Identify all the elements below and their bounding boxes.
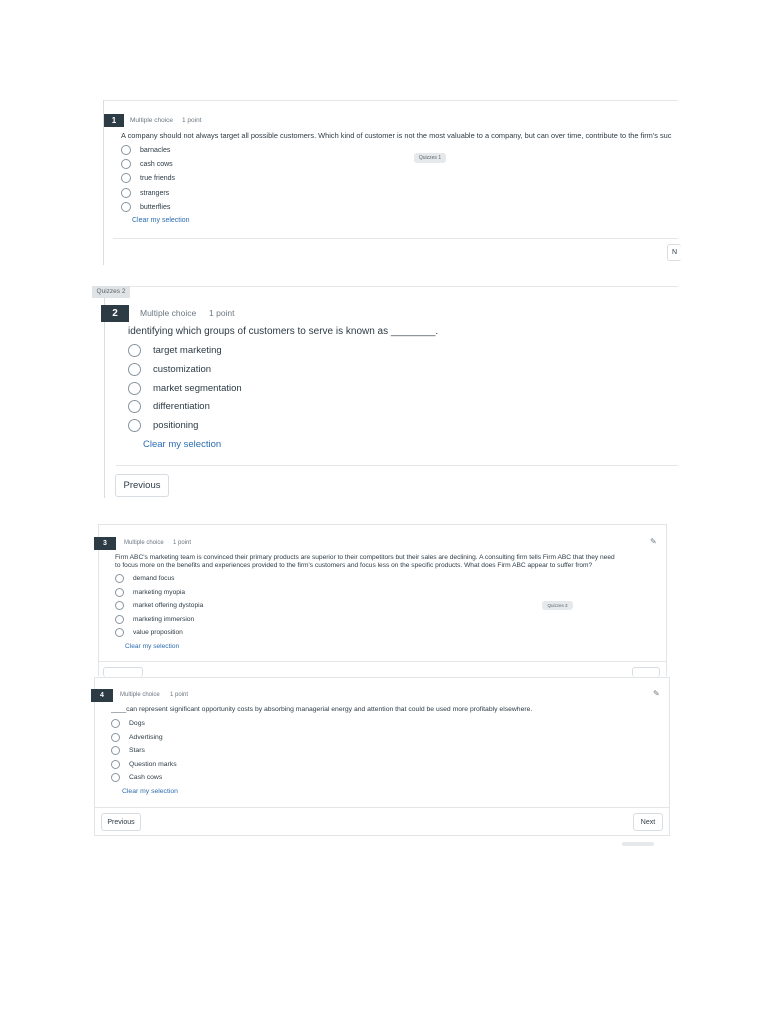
- q2-option-label: target marketing: [153, 345, 222, 356]
- q2-option-positioning[interactable]: [128, 419, 198, 432]
- q3-question-text-line2: to focus more on the benefits and experiences provided to the firm's customers and focus less on the specific products. What does Firm ABC appear to suffer from?: [115, 562, 593, 569]
- q3-radio-icon[interactable]: [115, 574, 124, 583]
- q3-option-marketing-immersion[interactable]: [115, 615, 194, 624]
- q3-option-label: market offering dystopia: [133, 602, 204, 609]
- q3-points: 1 point: [173, 540, 192, 546]
- q4-option-stars[interactable]: [111, 746, 145, 755]
- question-4-panel: [94, 677, 670, 836]
- q4-next-button[interactable]: Next: [633, 813, 663, 831]
- q3-option-label: demand focus: [133, 575, 175, 582]
- q1-option-barnacles[interactable]: [121, 145, 170, 155]
- q4-bottom-tag-partial: [622, 842, 654, 846]
- q3-option-demand-focus[interactable]: [115, 574, 174, 583]
- q2-number-badge: 2: [101, 305, 129, 322]
- q3-option-label: marketing myopia: [133, 589, 186, 596]
- q2-clear-selection-link[interactable]: Clear my selection: [143, 439, 222, 450]
- q3-clear-selection-link[interactable]: Clear my selection: [125, 643, 180, 650]
- q1-question-text: A company should not always target all possible customers. Which kind of customer is not the most valuable to a company, but can over time, contribute to the firm's suc: [121, 131, 672, 140]
- q1-option-cash-cows[interactable]: [121, 159, 173, 169]
- q3-option-label: value proposition: [133, 629, 183, 636]
- q3-radio-icon[interactable]: [115, 628, 124, 637]
- q1-option-butterflies[interactable]: [121, 202, 170, 212]
- q2-option-label: positioning: [153, 420, 199, 431]
- q1-next-button[interactable]: N: [667, 244, 681, 261]
- q1-number-badge: 1: [104, 114, 124, 127]
- q3-next-button-partial[interactable]: [632, 667, 660, 677]
- q2-radio-icon[interactable]: [128, 344, 141, 357]
- q2-option-label: market segmentation: [153, 383, 242, 394]
- q4-option-question-marks[interactable]: [111, 760, 177, 769]
- q2-footer-divider: [116, 465, 678, 466]
- q4-option-dogs[interactable]: [111, 719, 145, 728]
- q1-radio-icon[interactable]: [121, 173, 131, 183]
- q2-question-text: identifying which groups of customers to serve is known as ________.: [128, 326, 439, 337]
- q2-radio-icon[interactable]: [128, 400, 141, 413]
- q4-previous-button[interactable]: Previous: [101, 813, 141, 831]
- q1-option-label: butterflies: [140, 203, 171, 211]
- q2-type: Multiple choice: [140, 308, 197, 318]
- q3-option-market-offering-dystopia[interactable]: [115, 601, 203, 610]
- q1-radio-icon[interactable]: [121, 188, 131, 198]
- q4-option-cash-cows[interactable]: [111, 773, 162, 782]
- q3-question-text-line1: Firm ABC's marketing team is convinced their primary products are superior to their competitors but their sales are declining. A consulting firm tells Firm ABC that they need: [115, 554, 615, 561]
- q1-option-true-friends[interactable]: [121, 173, 175, 183]
- q3-option-value-proposition[interactable]: [115, 628, 183, 637]
- q4-option-label: Advertising: [129, 734, 163, 741]
- q2-radio-icon[interactable]: [128, 363, 141, 376]
- q3-option-label: marketing immersion: [133, 616, 195, 623]
- q3-radio-icon[interactable]: [115, 615, 124, 624]
- q4-number-badge: 4: [91, 689, 113, 702]
- q2-top-divider: [92, 286, 678, 287]
- q2-quiz-tag: Quizzes 2: [92, 286, 130, 298]
- q4-radio-icon[interactable]: [111, 746, 120, 755]
- q3-radio-icon[interactable]: [115, 588, 124, 597]
- q1-points: 1 point: [182, 117, 202, 124]
- q1-option-label: strangers: [140, 189, 170, 197]
- q1-radio-icon[interactable]: [121, 145, 131, 155]
- q2-points: 1 point: [209, 308, 235, 318]
- q1-option-label: barnacles: [140, 146, 171, 154]
- q4-radio-icon[interactable]: [111, 719, 120, 728]
- q3-option-marketing-myopia[interactable]: [115, 588, 185, 597]
- q2-option-target-marketing[interactable]: [128, 344, 222, 357]
- q1-option-label: cash cows: [140, 160, 173, 168]
- question-1-panel: [103, 100, 678, 265]
- q1-clear-selection-link[interactable]: Clear my selection: [132, 217, 190, 224]
- q4-radio-icon[interactable]: [111, 760, 120, 769]
- q2-option-differentiation[interactable]: [128, 400, 210, 413]
- q4-clear-selection-link[interactable]: Clear my selection: [122, 788, 178, 795]
- q3-type: Multiple choice: [124, 540, 164, 546]
- q3-footer-divider: [98, 661, 667, 662]
- q4-radio-icon[interactable]: [111, 733, 120, 742]
- q4-option-advertising[interactable]: [111, 733, 163, 742]
- q4-option-label: Stars: [129, 747, 145, 754]
- q2-option-customization[interactable]: [128, 363, 211, 376]
- q3-quiz-tag: Quizzes 3: [542, 601, 573, 610]
- q2-previous-button[interactable]: Previous: [115, 474, 169, 497]
- q3-radio-icon[interactable]: [115, 601, 124, 610]
- q1-type: Multiple choice: [130, 117, 173, 124]
- q3-pin-icon[interactable]: ✎: [650, 537, 657, 546]
- q4-type: Multiple choice: [120, 692, 160, 698]
- q3-number-badge: 3: [94, 537, 116, 550]
- q4-option-label: Cash cows: [129, 774, 163, 781]
- q4-points: 1 point: [170, 692, 189, 698]
- q4-footer-divider: [94, 807, 670, 808]
- q2-option-label: customization: [153, 364, 212, 375]
- q1-option-strangers[interactable]: [121, 188, 169, 198]
- question-3-panel: [98, 524, 667, 676]
- q2-option-label: differentiation: [153, 401, 210, 412]
- q2-option-market-segmentation[interactable]: [128, 382, 242, 395]
- q1-option-label: true friends: [140, 174, 176, 182]
- q1-radio-icon[interactable]: [121, 159, 131, 169]
- q3-previous-button-partial[interactable]: [103, 667, 143, 677]
- q4-pin-icon[interactable]: ✎: [653, 689, 660, 698]
- q2-radio-icon[interactable]: [128, 419, 141, 432]
- q2-radio-icon[interactable]: [128, 382, 141, 395]
- q1-top-divider: [103, 100, 678, 101]
- q1-quiz-tag: Quizzes 1: [414, 153, 446, 163]
- q4-question-text: ____can represent significant opportunity costs by absorbing managerial energy and attention that could be used more profitably elsewhere.: [111, 706, 533, 713]
- q2-left-border: [104, 298, 105, 498]
- q1-footer-divider: [113, 238, 678, 239]
- q4-option-label: Dogs: [129, 720, 145, 727]
- q4-option-label: Question marks: [129, 761, 177, 768]
- q4-radio-icon[interactable]: [111, 773, 120, 782]
- q1-radio-icon[interactable]: [121, 202, 131, 212]
